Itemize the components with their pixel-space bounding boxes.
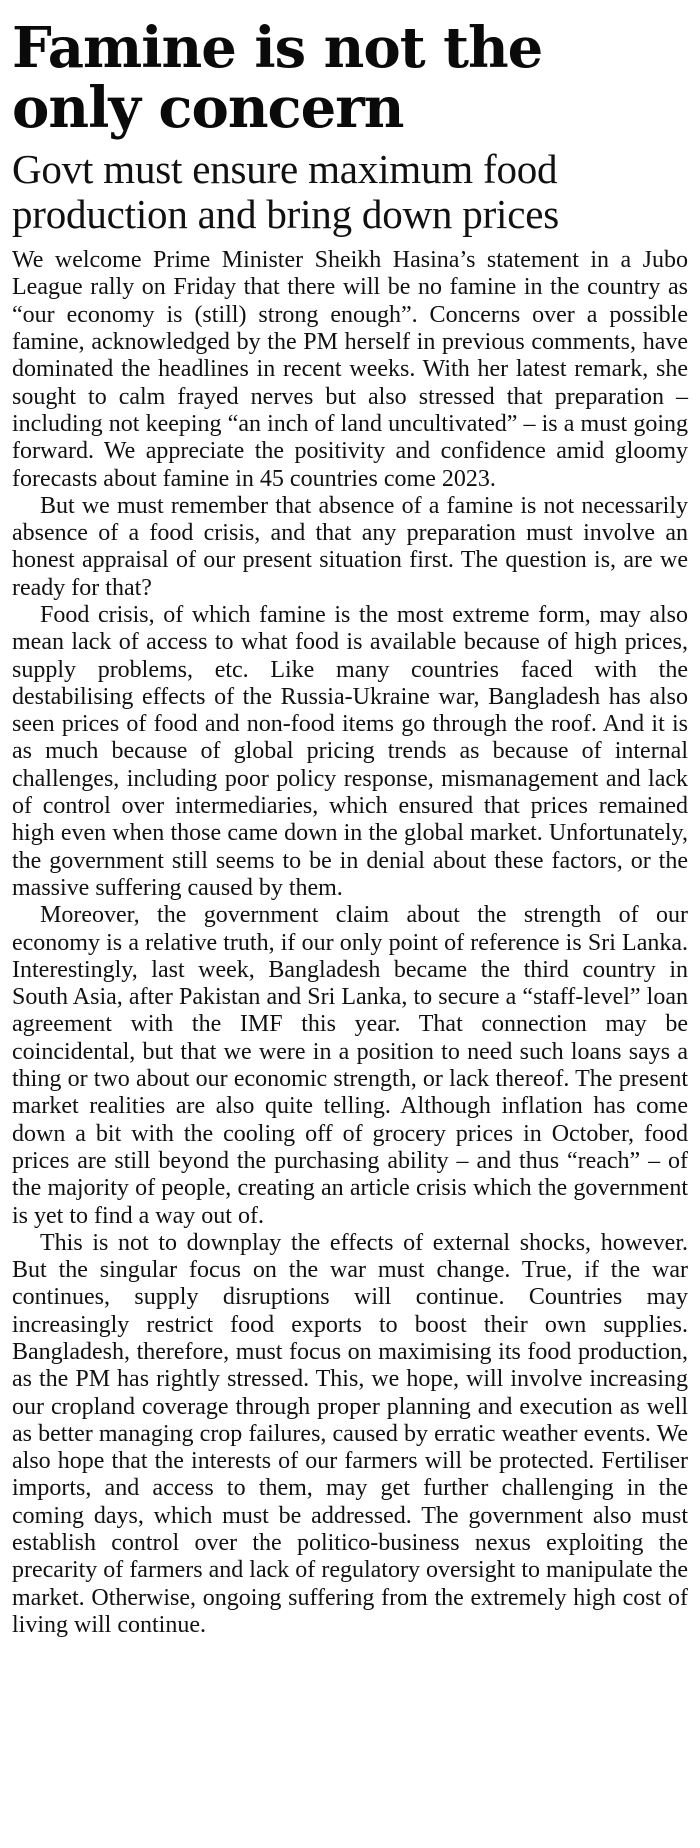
paragraph-3: Food crisis, of which famine is the most extreme form, may also mean lack of access to what food is available because of high prices, supply problems, etc. Like many countries faced with the destabilising effects of the Russia-Ukraine war, Bangladesh has also seen prices of food and non-food items go through the roof. And it is as much because of global pricing trends as because of internal challenges, including poor policy response, mismanagement and lack of control over intermediaries, which ensured that prices remained high even when those came down in the global market. Unfortunately, the government still seems to be in denial about these factors, or the massive suffering caused by them. [12,601,688,901]
headline: Famine is not the only concern [12,15,543,142]
paragraph-2: But we must remember that absence of a famine is not necessarily absence of a food crisis, and that any preparation must involve an honest appraisal of our present situation first. The question is, are we ready for that? [12,492,688,601]
paragraph-4: Moreover, the government claim about the strength of our economy is a relative truth, if our only point of reference is Sri Lanka. Interestingly, last week, Bangladesh became the third country in South Asia, after Pakistan and Sri Lanka, to secure a “staff-level” loan agreement with the IMF this year. That connection may be coincidental, but that we were in a position to need such loans says a thing or two about our economic strength, or lack thereof. The present market realities are also quite telling. Although inflation has come down a bit with the cooling off of grocery prices in October, food prices are still beyond the purchasing ability – and thus “reach” – of the majority of people, creating an article crisis which the government is yet to find a way out of. [12,902,688,1229]
paragraph-5: This is not to downplay the effects of external shocks, however. But the singular focus on the war must change. True, if the war continues, supply disruptions will continue. Countries may increasingly restrict food exports to boost their own supplies. Bangladesh, therefore, must focus on maximising its food production, as the PM has rightly stressed. This, we hope, will involve increasing our cropland coverage through proper planning and execution as well as better managing crop failures, caused by erratic weather events. We also hope that the interests of our farmers will be protected. Fertiliser imports, and access to them, may get further challenging in the coming days, which must be addressed. The government also must establish control over the politico-business nexus exploiting the precarity of farmers and lack of regulatory oversight to manipulate the market. Otherwise, ongoing suffering from the extremely high cost of living will continue. [12,1229,688,1638]
article-body [12,247,688,1639]
paragraph-1: We welcome Prime Minister Sheikh Hasina’s statement in a Jubo League rally on Friday that there will be no famine in the country as “our economy is (still) strong enough”. Concerns over a possible famine, acknowledged by the PM herself in previous comments, have dominated the headlines in recent weeks. With her latest remark, she sought to calm frayed nerves but also stressed that preparation – including not keeping “an inch of land uncultivated” – is a must going forward. We appreciate the positivity and confidence amid gloomy forecasts about famine in 45 countries come 2023. [12,247,688,492]
subheadline: Govt must ensure maximum food production and bring down prices [12,145,559,238]
